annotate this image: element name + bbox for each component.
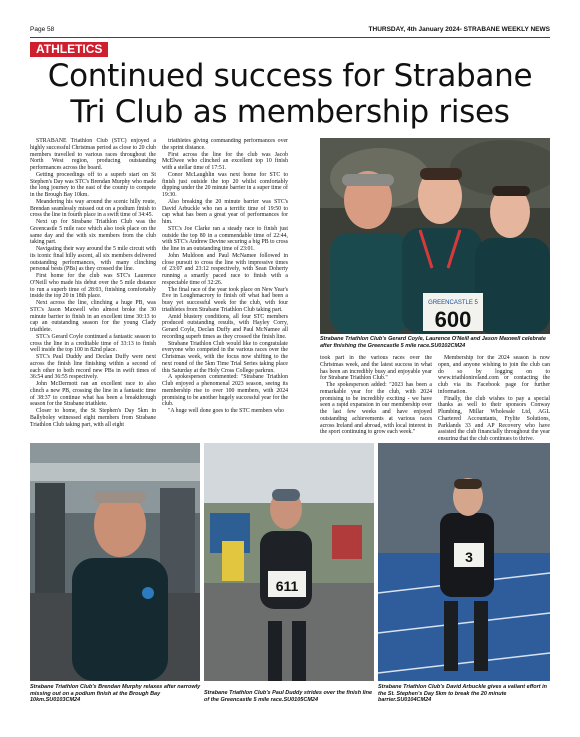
bib-number-david: 3 bbox=[465, 549, 473, 565]
article-column-3 bbox=[320, 355, 432, 440]
paragraph: Next across the line, clinching a huge PB, was STC's Jason Maxwell who almost broke the 30 minute barrier to finish in an excellent time 30:13 to cap an outstanding season for the young Clady triathlete. bbox=[30, 300, 156, 333]
paragraph: took part in the various races over the Christmas week, and the latest success in what has been an incredibly busy and enjoyable year for Strabane Triathlon Club." bbox=[320, 355, 432, 382]
paragraph: Getting proceedings off to a superb start on St Stephen's Day was STC's Brendan Murphy who made the long journey to the east of the county to compete in the Brough Bay 10km. bbox=[30, 171, 156, 198]
paragraph: "A huge well done goes to the STC members who bbox=[168, 408, 284, 414]
headline bbox=[30, 58, 550, 130]
page-header bbox=[30, 24, 550, 36]
headline-line-2: Tri Club as membership rises bbox=[70, 94, 510, 130]
paragraph: Amid blustery conditions, all four STC members produced outstanding results, with Hayley Corry, Gerard Coyle, Declan Duffy and Paul McNamee all recording superb times as they crossed the finish line. bbox=[162, 313, 288, 340]
paragraph: Navigating their way around the 5 mile circuit with its iconic final hilly ascent, all six members delivered outstanding performances, with many clinching personal bests (PBs) as they crossed the line. bbox=[30, 246, 156, 273]
paragraph: STRABANE Triathlon Club (STC) enjoyed a highly successful Christmas period as close to 20 club members travelled to various races throughout the North West region, producing outstanding performances across the board. bbox=[30, 138, 156, 171]
bib-number-main: 600 bbox=[434, 307, 472, 332]
main-photo bbox=[320, 138, 550, 334]
paragraph: STC's Gerard Coyle continued a fantastic season to cross the line in a creditable time of 33:13 to finish well inside the top 100 in 82nd place. bbox=[30, 333, 156, 354]
bib-number-paul: 611 bbox=[275, 578, 299, 594]
section-label: ATHLETICS bbox=[30, 42, 108, 57]
paragraph: First home for the club was STC's Laurence O'Neill who made his debut over the 5 mile distance to run a superb time of 28:03, finishing comfortably inside the top 20 in 18th place. bbox=[30, 273, 156, 300]
paragraph: triathletes giving commanding performances over the sprint distance. bbox=[162, 138, 288, 151]
caption-david-arbuckle: Strabane Triathlon Club's David Arbuckle gives a valiant effort in the St. Stephen's Day 5km to break the 20 minute barrier.SU0104CM24 bbox=[378, 684, 547, 703]
paragraph: Strabane Triathlon Club would like to congratulate everyone who competed in the various races over the Christmas week, with the focus now shifting to the next round of the 5km Time Trial Series taking place this Saturday at the Holy Cross College parkrun. bbox=[162, 340, 288, 374]
page-number: Page 58 bbox=[30, 26, 55, 33]
article-column-2 bbox=[162, 138, 288, 438]
caption-paul-duddy: Strabane Triathlon Club's Paul Duddy strides over the finish line of the Greencastle 5 mile race.SU0105CM24 bbox=[204, 690, 373, 703]
paragraph: A spokesperson commented: "Strabane Triathlon Club enjoyed a phenomenal 2023 season, seeing its membership rise to over 100 members, with 2024 promising to be another hugely successful year for the club. bbox=[162, 374, 288, 408]
paragraph: John McDermott ran an excellent race to also clinch a new PB, crossing the line in a fantastic time of 38:37 to continue what has been a breakthrough season for the Strabane triathlete. bbox=[30, 381, 156, 408]
paragraph: Membership for the 2024 season is now open, and anyone wishing to join the club can do so by logging on to www.triathlonireland.com or contacting the club via its Facebook page for further information. bbox=[438, 355, 550, 395]
paragraph: Conor McLaughlin was next home for STC to finish just outside the top 20 whilst comfortably dipping under the 20 minute barrier in a super time of 19:30. bbox=[162, 171, 288, 198]
header-rule bbox=[30, 37, 550, 38]
article-column-1 bbox=[30, 138, 156, 438]
caption-main-photo: Strabane Triathlon Club's Gerard Coyle, Laurence O'Neill and Jason Maxwell celebrate after finishing the Greencastle 5 mile race.SU0102CM24 bbox=[320, 336, 546, 349]
headline-line-1: Continued success for Strabane bbox=[47, 58, 533, 94]
paragraph: Closer to home, the St Stephen's Day 5km in Ballyboley witnessed eight members from Strabane Triathlon Club taking part, with all eight bbox=[30, 408, 156, 428]
paragraph: STC's Paul Duddy and Declan Duffy were next across the finish line finishing within a second of each other to both record new PBs in swift times of 36:54 and 36:55 respectively. bbox=[30, 354, 156, 381]
bib-event-text: GREENCASTLE 5 bbox=[428, 300, 478, 306]
paragraph: First across the line for the club was Jacob McElwee who clinched an excellent top 10 finish with a stellar time of 17:51. bbox=[162, 151, 288, 171]
caption-brendan-murphy: Strabane Triathlon Club's Brendan Murphy relaxes after narrowly missing out on a podium finish at the Brough Bay 10km.SU0103CM24 bbox=[30, 684, 201, 703]
photo-brendan-murphy bbox=[30, 443, 200, 681]
paragraph: The final race of the year took place on New Year's Eve in Loughmacrory to finish off what had been a busy yet successful week for the club, with four triathletes from Strabane Triathlon Club taking part. bbox=[162, 286, 288, 313]
paragraph: Next up for Strabane Triathlon Club was the Greencastle 5 mile race which also took place on the same day and the with six members from the club taking part. bbox=[30, 219, 156, 246]
paragraph: Meandering his way around the scenic hilly route, Brendan seamlessly missed out on a podium finish to cross the line in fourth place in a swift time of 34:45. bbox=[30, 198, 156, 219]
photo-david-arbuckle bbox=[378, 443, 550, 681]
paragraph: STC's Joe Clarke ran a steady race to finish just outside the top 80 in a commendable time of 22:44, with STC's Andrew Devine securing a big PB to cross the line in an outstanding time of 23:01. bbox=[162, 225, 288, 252]
paragraph: The spokesperson added: "2023 has been a remarkable year for the club, with 2024 promising to be incredibly exciting - we have seen a rapid expansion in our membership over the last few weeks and have enjoyed outstanding achievements at various races across Ireland and abroad, with local interest in the sport continuing to grow each week." bbox=[320, 382, 432, 436]
paragraph: John Muldoon and Paul McNamee followed in close pursuit to cross the line with impressive times of 23:07 and 23:12 respectively, with Sean Doherty running a smartly paced race to finish with a respectable time of 32:26. bbox=[162, 252, 288, 286]
article-column-4 bbox=[438, 355, 550, 440]
paragraph: Also breaking the 20 minute barrier was STC's David Arbuckle who ran a terrific time of 19:50 to cap what has been a great year of performances for him. bbox=[162, 198, 288, 225]
paragraph: Finally, the club wishes to pay a special thanks as well to their sponsors Conway Plumbing, Millar Wholesale Ltd, AGL Chartered Accountants, Frylite Solutions, Parklands 33 and AP Recovery who have assisted the club financially throughout the year ensuring that the club continues to thrive. bbox=[438, 395, 550, 440]
issue-date-line: THURSDAY, 4th January 2024- STRABANE WEEKLY NEWS bbox=[368, 26, 550, 33]
photo-paul-duddy bbox=[204, 443, 374, 681]
